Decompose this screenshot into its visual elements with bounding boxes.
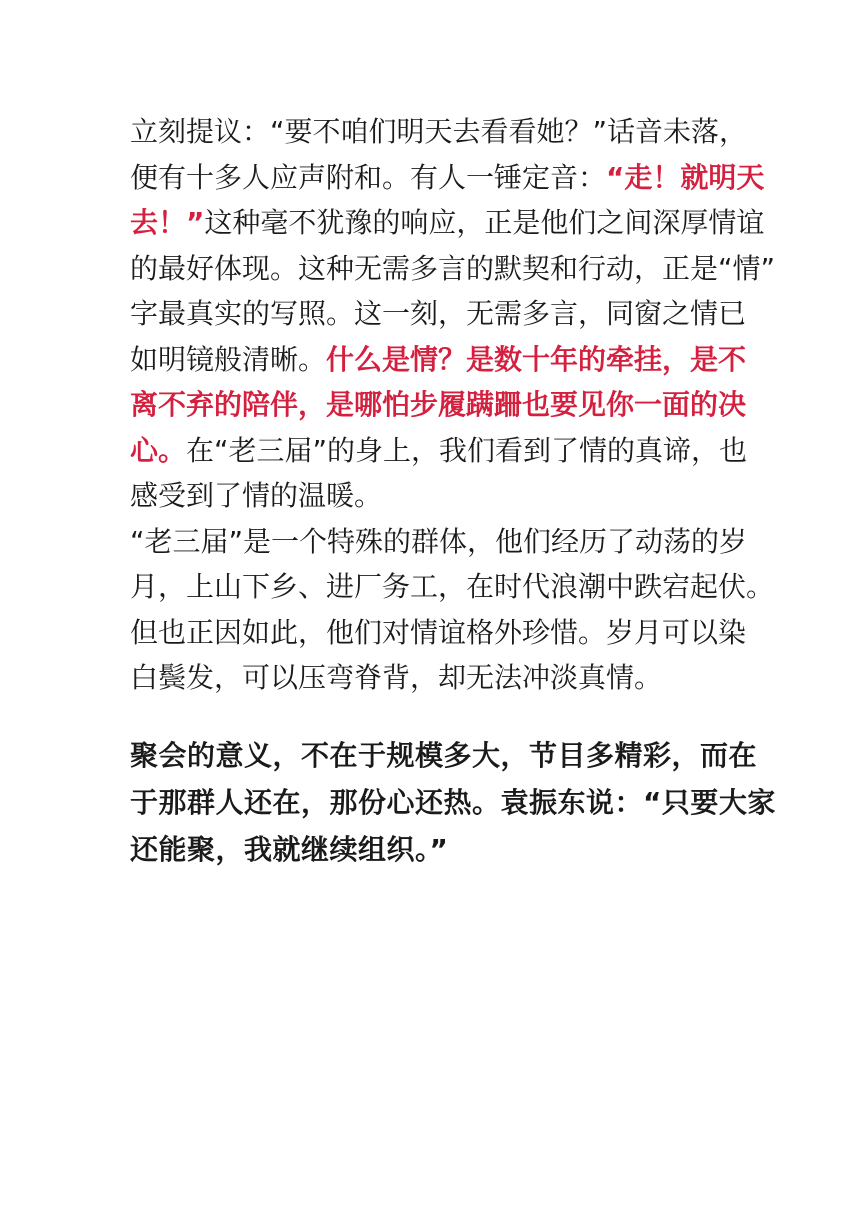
text-line: 字最真实的写照。这一刻，无需多言，同窗之情已	[130, 297, 747, 330]
text-line: 便有十多人应声附和。有人一锤定音：“走！就明天	[130, 160, 765, 194]
text-line: 去！”这种毫不犹豫的响应，正是他们之间深厚情谊	[130, 206, 765, 239]
text-line: 但也正因如此，他们对情谊格外珍惜。岁月可以染	[130, 615, 747, 649]
text-line: 白鬓发，可以压弯脊背，却无法冲淡真情。	[130, 661, 663, 694]
highlight-quote: 去！”	[130, 206, 205, 239]
text-line: 聚会的意义，不在于规模多大，节目多精彩，而在	[130, 738, 758, 772]
paragraph-reunion-meaning	[130, 732, 776, 873]
text-line: 心。在“老三届”的身上，我们看到了情的真谛，也	[130, 433, 748, 467]
text-line: “老三届”是一个特殊的群体，他们经历了动荡的岁	[130, 524, 748, 558]
text-line: 如明镜般清晰。什么是情？是数十年的牵挂，是不	[130, 342, 747, 376]
highlight-statement: 离不弃的陪伴，是哪怕步履蹒跚也要见你一面的决	[130, 388, 747, 421]
text-line: 于那群人还在，那份心还热。袁振东说：“只要大家	[130, 785, 776, 819]
text-line: 的最好体现。这种无需多言的默契和行动，正是“情”	[130, 251, 776, 285]
paragraph-generation	[130, 519, 775, 701]
text-line: 还能聚，我就继续组织。”	[130, 832, 449, 866]
highlight-statement: 什么是情？是数十年的牵挂，是不	[326, 342, 747, 376]
paragraph-reunion-response	[130, 109, 776, 519]
highlight-quote: “走！就明天	[606, 160, 765, 194]
article-body	[130, 109, 776, 873]
text-line: 月，上山下乡、进厂务工，在时代浪潮中跌宕起伏。	[130, 570, 775, 603]
text-line	[130, 382, 747, 428]
text-line: 立刻提议：“要不咱们明天去看看她？”话音未落，	[130, 115, 748, 148]
text-line: 感受到了情的温暖。	[130, 479, 383, 512]
highlight-statement: 心。	[130, 433, 187, 467]
